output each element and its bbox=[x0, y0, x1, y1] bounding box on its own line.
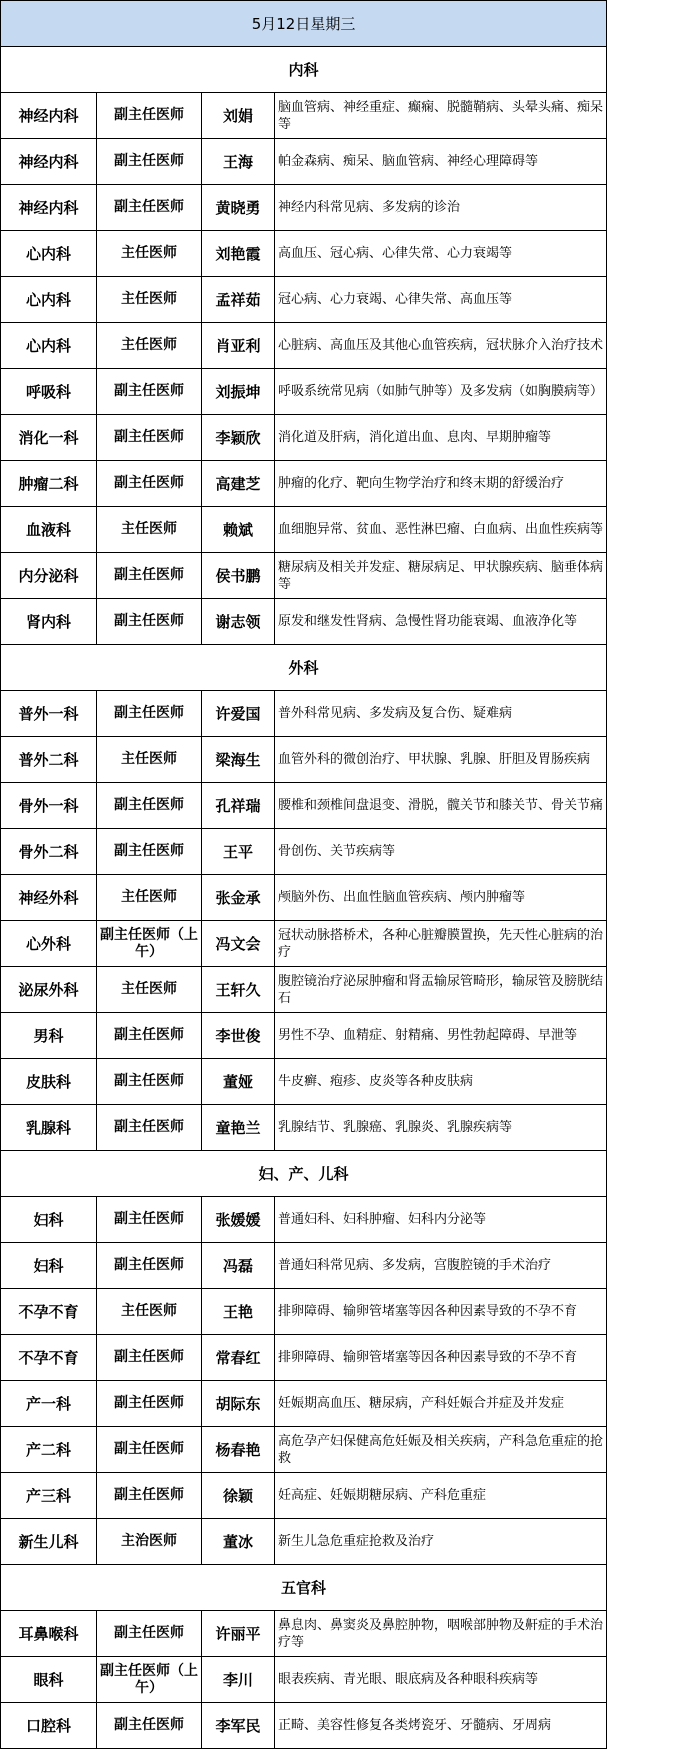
specialty-cell: 原发和继发性肾病、急慢性肾功能衰竭、血液净化等 bbox=[275, 599, 607, 645]
doctor-name-cell: 许爱国 bbox=[202, 691, 275, 737]
rank-cell: 副主任医师 bbox=[97, 1013, 202, 1059]
specialty-cell: 呼吸系统常见病（如肺气肿等）及多发病（如胸膜病等） bbox=[275, 369, 607, 415]
doctor-name-cell: 谢志领 bbox=[202, 599, 275, 645]
department-cell: 不孕不育 bbox=[1, 1335, 97, 1381]
table-row bbox=[1, 737, 607, 783]
doctor-name-cell: 冯磊 bbox=[202, 1243, 275, 1289]
department-cell: 神经内科 bbox=[1, 139, 97, 185]
specialty-cell: 糖尿病及相关并发症、糖尿病足、甲状腺疾病、脑垂体病等 bbox=[275, 553, 607, 599]
specialty-cell: 消化道及肝病，消化道出血、息肉、早期肿瘤等 bbox=[275, 415, 607, 461]
specialty-cell: 高血压、冠心病、心律失常、心力衰竭等 bbox=[275, 231, 607, 277]
table-row bbox=[1, 783, 607, 829]
department-cell: 妇科 bbox=[1, 1197, 97, 1243]
doctor-name-cell: 肖亚利 bbox=[202, 323, 275, 369]
specialty-cell: 颅脑外伤、出血性脑血管疾病、颅内肿瘤等 bbox=[275, 875, 607, 921]
department-cell: 内分泌科 bbox=[1, 553, 97, 599]
rank-cell: 副主任医师 bbox=[97, 415, 202, 461]
rank-cell: 副主任医师 bbox=[97, 599, 202, 645]
rank-cell: 副主任医师 bbox=[97, 829, 202, 875]
doctor-name-cell: 刘娟 bbox=[202, 93, 275, 139]
table-row bbox=[1, 829, 607, 875]
doctor-name-cell: 李世俊 bbox=[202, 1013, 275, 1059]
table-row bbox=[1, 461, 607, 507]
specialty-cell: 眼表疾病、青光眼、眼底病及各种眼科疾病等 bbox=[275, 1657, 607, 1703]
rank-cell: 主治医师 bbox=[97, 1519, 202, 1565]
doctor-name-cell: 王艳 bbox=[202, 1289, 275, 1335]
table-row bbox=[1, 1381, 607, 1427]
table-row bbox=[1, 1289, 607, 1335]
table-row bbox=[1, 1013, 607, 1059]
specialty-cell: 心脏病、高血压及其他心血管疾病，冠状脉介入治疗技术 bbox=[275, 323, 607, 369]
doctor-name-cell: 董冰 bbox=[202, 1519, 275, 1565]
doctor-name-cell: 黄晓勇 bbox=[202, 185, 275, 231]
specialty-cell: 新生儿急危重症抢救及治疗 bbox=[275, 1519, 607, 1565]
specialty-cell: 血管外科的微创治疗、甲状腺、乳腺、肝胆及胃肠疾病 bbox=[275, 737, 607, 783]
doctor-name-cell: 李军民 bbox=[202, 1703, 275, 1749]
rank-cell: 主任医师 bbox=[97, 323, 202, 369]
specialty-cell: 腰椎和颈椎间盘退变、滑脱，髋关节和膝关节、骨关节痛 bbox=[275, 783, 607, 829]
rank-cell: 副主任医师 bbox=[97, 93, 202, 139]
department-cell: 不孕不育 bbox=[1, 1289, 97, 1335]
rank-cell: 主任医师 bbox=[97, 231, 202, 277]
table-row bbox=[1, 691, 607, 737]
department-cell: 心内科 bbox=[1, 231, 97, 277]
doctor-name-cell: 刘艳霞 bbox=[202, 231, 275, 277]
rank-cell: 主任医师 bbox=[97, 737, 202, 783]
specialty-cell: 妊娠期高血压、糖尿病，产科妊娠合并症及并发症 bbox=[275, 1381, 607, 1427]
table-row bbox=[1, 599, 607, 645]
rank-cell: 副主任医师 bbox=[97, 783, 202, 829]
specialty-cell: 普外科常见病、多发病及复合伤、疑难病 bbox=[275, 691, 607, 737]
department-cell: 骨外一科 bbox=[1, 783, 97, 829]
specialty-cell: 腹腔镜治疗泌尿肿瘤和肾盂输尿管畸形，输尿管及膀胱结石 bbox=[275, 967, 607, 1013]
department-cell: 普外一科 bbox=[1, 691, 97, 737]
rank-cell: 副主任医师 bbox=[97, 553, 202, 599]
specialty-cell: 帕金森病、痴呆、脑血管病、神经心理障碍等 bbox=[275, 139, 607, 185]
rank-cell: 副主任医师 bbox=[97, 1335, 202, 1381]
rank-cell: 副主任医师 bbox=[97, 1059, 202, 1105]
department-cell: 神经内科 bbox=[1, 93, 97, 139]
table-row bbox=[1, 1243, 607, 1289]
specialty-cell: 神经内科常见病、多发病的诊治 bbox=[275, 185, 607, 231]
rank-cell: 副主任医师 bbox=[97, 691, 202, 737]
department-cell: 消化一科 bbox=[1, 415, 97, 461]
table-row bbox=[1, 1059, 607, 1105]
rank-cell: 副主任医师 bbox=[97, 1703, 202, 1749]
rank-cell: 副主任医师 bbox=[97, 1427, 202, 1473]
specialty-cell: 冠状动脉搭桥术，各种心脏瓣膜置换，先天性心脏病的治疗 bbox=[275, 921, 607, 967]
doctor-name-cell: 常春红 bbox=[202, 1335, 275, 1381]
specialty-cell: 骨创伤、关节疾病等 bbox=[275, 829, 607, 875]
specialty-cell: 乳腺结节、乳腺癌、乳腺炎、乳腺疾病等 bbox=[275, 1105, 607, 1151]
table-row bbox=[1, 369, 607, 415]
department-cell: 呼吸科 bbox=[1, 369, 97, 415]
rank-cell: 主任医师 bbox=[97, 507, 202, 553]
rank-cell: 副主任医师 bbox=[97, 1473, 202, 1519]
table-row bbox=[1, 875, 607, 921]
rank-cell: 副主任医师 bbox=[97, 185, 202, 231]
department-cell: 皮肤科 bbox=[1, 1059, 97, 1105]
doctor-name-cell: 李川 bbox=[202, 1657, 275, 1703]
table-row bbox=[1, 1473, 607, 1519]
doctor-name-cell: 徐颖 bbox=[202, 1473, 275, 1519]
department-cell: 产一科 bbox=[1, 1381, 97, 1427]
table-row bbox=[1, 323, 607, 369]
table-row bbox=[1, 1335, 607, 1381]
doctor-name-cell: 侯书鹏 bbox=[202, 553, 275, 599]
table-row bbox=[1, 507, 607, 553]
table-row bbox=[1, 139, 607, 185]
department-cell: 口腔科 bbox=[1, 1703, 97, 1749]
table-row bbox=[1, 1519, 607, 1565]
department-cell: 肿瘤二科 bbox=[1, 461, 97, 507]
department-cell: 肾内科 bbox=[1, 599, 97, 645]
department-cell: 产二科 bbox=[1, 1427, 97, 1473]
department-cell: 神经外科 bbox=[1, 875, 97, 921]
specialty-cell: 冠心病、心力衰竭、心律失常、高血压等 bbox=[275, 277, 607, 323]
table-row bbox=[1, 1197, 607, 1243]
department-cell: 神经内科 bbox=[1, 185, 97, 231]
doctor-name-cell: 童艳兰 bbox=[202, 1105, 275, 1151]
doctor-name-cell: 许丽平 bbox=[202, 1611, 275, 1657]
doctor-name-cell: 孔祥瑞 bbox=[202, 783, 275, 829]
department-cell: 骨外二科 bbox=[1, 829, 97, 875]
doctor-name-cell: 董娅 bbox=[202, 1059, 275, 1105]
section-header-row bbox=[1, 1151, 607, 1197]
table-row bbox=[1, 1611, 607, 1657]
section-title: 内科 bbox=[1, 47, 607, 93]
rank-cell: 主任医师 bbox=[97, 967, 202, 1013]
specialty-cell: 普通妇科常见病、多发病，宫腹腔镜的手术治疗 bbox=[275, 1243, 607, 1289]
specialty-cell: 鼻息肉、鼻窦炎及鼻腔肿物，咽喉部肿物及鼾症的手术治疗等 bbox=[275, 1611, 607, 1657]
rank-cell: 主任医师 bbox=[97, 1289, 202, 1335]
section-header-row bbox=[1, 1565, 607, 1611]
rank-cell: 副主任医师 bbox=[97, 1243, 202, 1289]
department-cell: 产三科 bbox=[1, 1473, 97, 1519]
doctor-name-cell: 李颖欣 bbox=[202, 415, 275, 461]
rank-cell: 副主任医师 bbox=[97, 461, 202, 507]
specialty-cell: 牛皮癣、疱疹、皮炎等各种皮肤病 bbox=[275, 1059, 607, 1105]
rank-cell: 副主任医师 bbox=[97, 1197, 202, 1243]
rank-cell: 副主任医师 bbox=[97, 1105, 202, 1151]
specialty-cell: 正畸、美容性修复各类烤瓷牙、牙髓病、牙周病 bbox=[275, 1703, 607, 1749]
table-row bbox=[1, 553, 607, 599]
doctor-name-cell: 杨春艳 bbox=[202, 1427, 275, 1473]
table-row bbox=[1, 921, 607, 967]
rank-cell: 副主任医师（上午） bbox=[97, 921, 202, 967]
doctor-name-cell: 王平 bbox=[202, 829, 275, 875]
schedule-date-title: 5月12日星期三 bbox=[1, 1, 607, 47]
department-cell: 心外科 bbox=[1, 921, 97, 967]
specialty-cell: 高危孕产妇保健高危妊娠及相关疾病，产科急危重症的抢救 bbox=[275, 1427, 607, 1473]
department-cell: 乳腺科 bbox=[1, 1105, 97, 1151]
department-cell: 普外二科 bbox=[1, 737, 97, 783]
table-row bbox=[1, 93, 607, 139]
doctor-name-cell: 梁海生 bbox=[202, 737, 275, 783]
doctor-name-cell: 高建芝 bbox=[202, 461, 275, 507]
rank-cell: 副主任医师 bbox=[97, 1611, 202, 1657]
specialty-cell: 肿瘤的化疗、靶向生物学治疗和终末期的舒缓治疗 bbox=[275, 461, 607, 507]
doctor-name-cell: 胡际东 bbox=[202, 1381, 275, 1427]
specialty-cell: 血细胞异常、贫血、恶性淋巴瘤、白血病、出血性疾病等 bbox=[275, 507, 607, 553]
department-cell: 新生儿科 bbox=[1, 1519, 97, 1565]
department-cell: 心内科 bbox=[1, 277, 97, 323]
section-header-row bbox=[1, 47, 607, 93]
specialty-cell: 排卵障碍、输卵管堵塞等因各种因素导致的不孕不育 bbox=[275, 1335, 607, 1381]
specialty-cell: 男性不孕、血精症、射精痛、男性勃起障碍、早泄等 bbox=[275, 1013, 607, 1059]
rank-cell: 副主任医师 bbox=[97, 1381, 202, 1427]
table-row bbox=[1, 1427, 607, 1473]
specialty-cell: 妊高症、妊娠期糖尿病、产科危重症 bbox=[275, 1473, 607, 1519]
doctor-name-cell: 王轩久 bbox=[202, 967, 275, 1013]
department-cell: 眼科 bbox=[1, 1657, 97, 1703]
table-row bbox=[1, 185, 607, 231]
section-title: 妇、产、儿科 bbox=[1, 1151, 607, 1197]
specialty-cell: 脑血管病、神经重症、癫痫、脱髓鞘病、头晕头痛、痴呆等 bbox=[275, 93, 607, 139]
doctor-name-cell: 张金承 bbox=[202, 875, 275, 921]
section-title: 五官科 bbox=[1, 1565, 607, 1611]
table-row bbox=[1, 1105, 607, 1151]
department-cell: 泌尿外科 bbox=[1, 967, 97, 1013]
specialty-cell: 普通妇科、妇科肿瘤、妇科内分泌等 bbox=[275, 1197, 607, 1243]
table-row bbox=[1, 231, 607, 277]
table-row bbox=[1, 1703, 607, 1749]
doctor-name-cell: 王海 bbox=[202, 139, 275, 185]
table-row bbox=[1, 415, 607, 461]
doctor-name-cell: 赖斌 bbox=[202, 507, 275, 553]
department-cell: 血液科 bbox=[1, 507, 97, 553]
department-cell: 心内科 bbox=[1, 323, 97, 369]
table-row bbox=[1, 967, 607, 1013]
rank-cell: 副主任医师（上午） bbox=[97, 1657, 202, 1703]
rank-cell: 副主任医师 bbox=[97, 139, 202, 185]
department-cell: 妇科 bbox=[1, 1243, 97, 1289]
table-row bbox=[1, 1657, 607, 1703]
department-cell: 男科 bbox=[1, 1013, 97, 1059]
rank-cell: 主任医师 bbox=[97, 277, 202, 323]
doctor-name-cell: 张媛媛 bbox=[202, 1197, 275, 1243]
section-title: 外科 bbox=[1, 645, 607, 691]
table-row bbox=[1, 277, 607, 323]
doctor-name-cell: 刘振坤 bbox=[202, 369, 275, 415]
section-header-row bbox=[1, 645, 607, 691]
doctor-name-cell: 孟祥茹 bbox=[202, 277, 275, 323]
specialty-cell: 排卵障碍、输卵管堵塞等因各种因素导致的不孕不育 bbox=[275, 1289, 607, 1335]
rank-cell: 副主任医师 bbox=[97, 369, 202, 415]
rank-cell: 主任医师 bbox=[97, 875, 202, 921]
department-cell: 耳鼻喉科 bbox=[1, 1611, 97, 1657]
doctor-name-cell: 冯文会 bbox=[202, 921, 275, 967]
